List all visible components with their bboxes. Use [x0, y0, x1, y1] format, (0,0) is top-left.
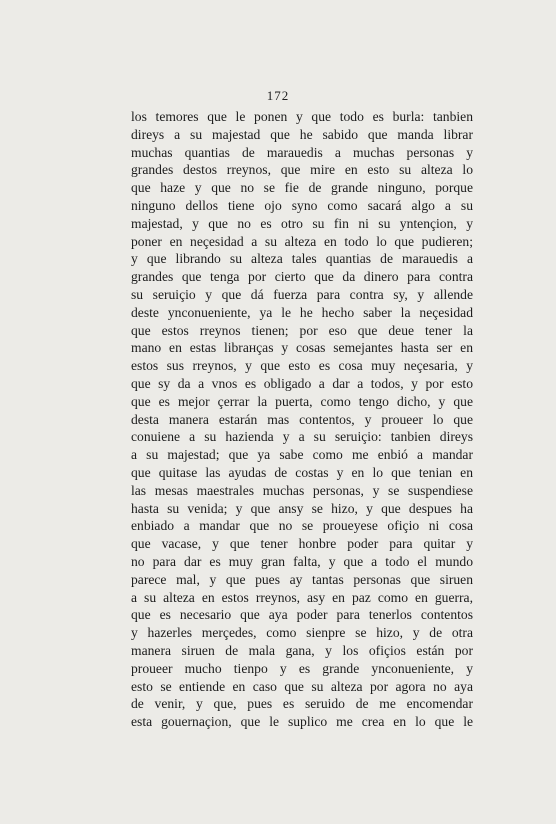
text-line: que es necesario que aya poder para tenerlos contentos	[131, 607, 473, 623]
text-line: los temores que le ponen y que todo es burla: tanbien	[131, 109, 473, 124]
text-line: desta manera estarán mas contentos, y proueer lo que	[131, 411, 473, 427]
text-line: ninguno dellos tiene ojo syno como sacará algo a su	[131, 197, 473, 213]
text-line: las mesas maestrales muchas personas, y se suspendiese	[131, 482, 473, 498]
text-line: que haze y que no se fie de grande ninguno, porque	[131, 180, 473, 196]
text-line: y hazerles merçedes, como sienpre se hizo, y de otra	[131, 625, 473, 641]
body-text	[131, 108, 473, 731]
page-number: 172	[266, 88, 290, 103]
text-line: que vacase, y que tener honbre poder para quitar y	[131, 536, 473, 552]
text-line: grandes destos rreynos, que mire en esto su alteza lo	[131, 162, 473, 178]
text-line: parece mal, y que pues ay tantas personas que siruen	[131, 571, 473, 587]
text-line: enbiado a mandar que no se proueyese ofiçio ni cosa	[131, 518, 473, 534]
text-line: hasta su venida; y que ansy se hizo, y que despues ha	[131, 500, 473, 516]
text-line: grandes que tenga por cierto que da dinero para contra	[131, 269, 473, 285]
text-line: direys a su majestad que he sabido que manda librar	[131, 126, 473, 142]
text-line: y que librando su alteza tales quantias de marauedis a	[131, 251, 473, 267]
text-line: esto se entiende en caso que su alteza por agora no aya	[131, 678, 473, 694]
text-line: que quitase las ayudas de costas y en lo que tenian en	[131, 464, 473, 480]
text-line: majestad, y que no es otro su fin ni su yntençion, y	[131, 215, 473, 231]
text-line: su seruiçio y que dá fuerza para contra sy, y allende	[131, 286, 473, 302]
text-line: esta gouernaçion, que le suplico me crea en lo que le	[131, 714, 473, 730]
text-line: de venir, y que, pues es seruido de me encomendar	[131, 696, 473, 712]
text-line: no para dar es muy gran falta, y que a todo el mundo	[131, 553, 473, 569]
text-line: a su majestad; que ya sabe como me enbió a mandar	[131, 447, 473, 463]
text-line: poner en neçesidad a su alteza en todo lo que pudieren;	[131, 233, 473, 249]
text-line: a su alteza en estos rreynos, asy en paz como en guerra,	[131, 589, 473, 605]
text-line: proueer mucho tienpo y es grande ynconueniente, y	[131, 660, 473, 676]
text-line: que es mejor çerrar la puerta, como tengo dicho, y que	[131, 393, 473, 409]
text-line: muchas quantias de marauedis a muchas personas y	[131, 144, 473, 160]
text-line: que estos rreynos tienen; por eso que deue tener la	[131, 322, 473, 338]
text-line: manera siruen de mala gana, y los ofiçios están por	[131, 642, 473, 658]
text-line: conuiene a su hazienda y a su seruiçio: tanbien direys	[131, 429, 473, 445]
text-line: estos sus rreynos, y que esto es cosa muy neçesaria, y	[131, 358, 473, 374]
text-line: mano en estas librанças y cosas semejantes hasta ser en	[131, 340, 473, 356]
text-line: que sy da a vnos es obligado a dar a todos, y por esto	[131, 375, 473, 391]
text-line: deste ynconueniente, ya le he hecho saber la neçesidad	[131, 304, 473, 320]
